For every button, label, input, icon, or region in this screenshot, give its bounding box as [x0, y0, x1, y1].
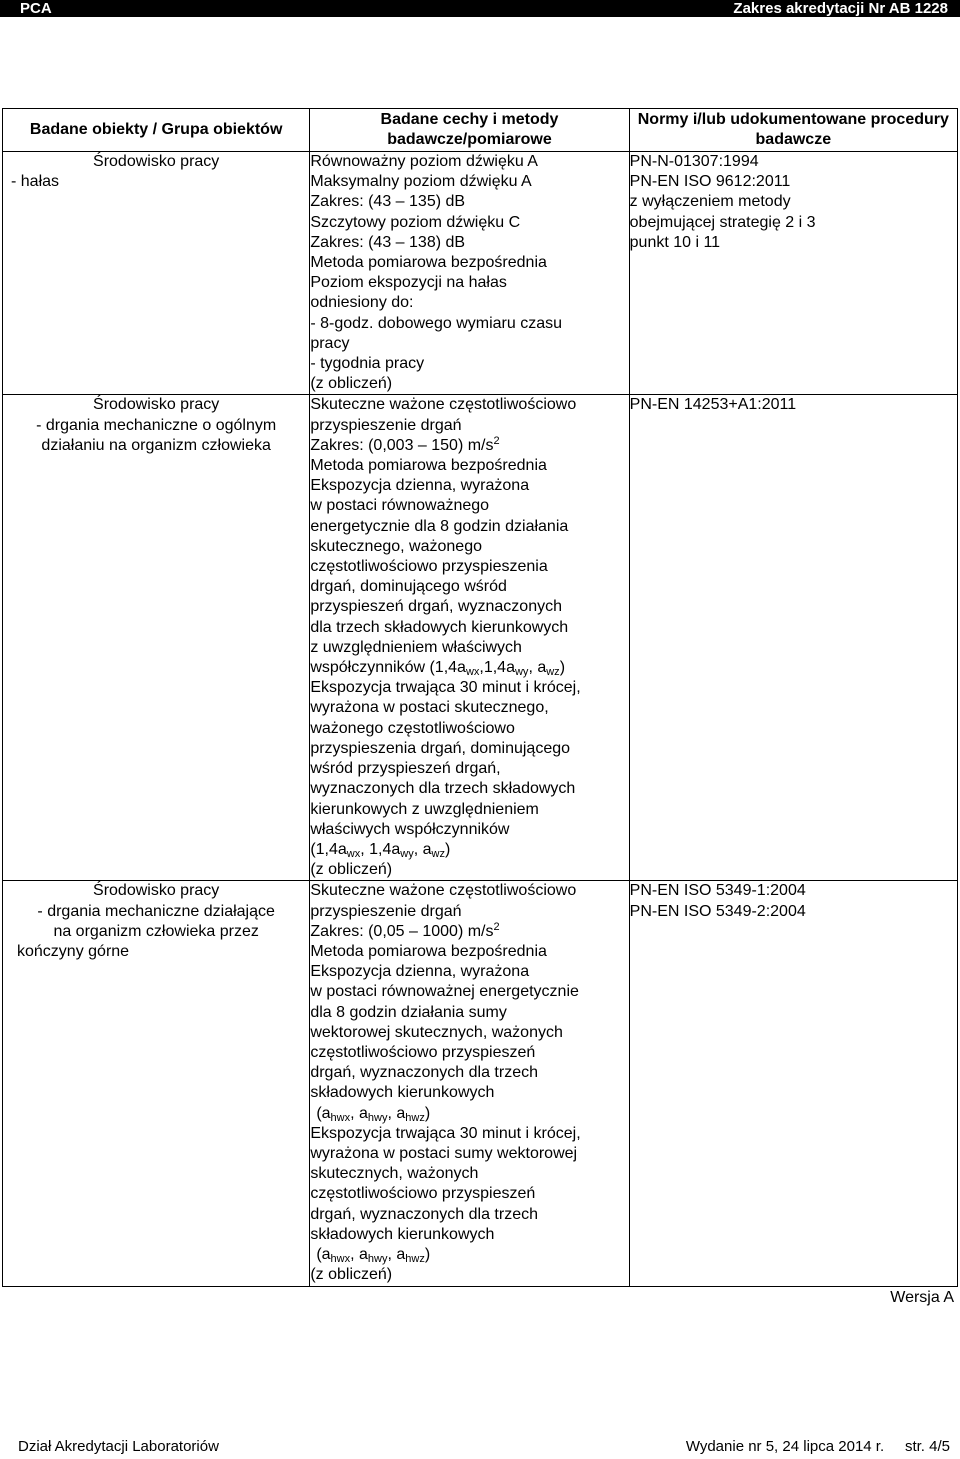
header-org: PCA — [20, 0, 52, 17]
header-objects: Badane obiekty / Grupa obiektów — [3, 109, 310, 152]
table-row — [3, 881, 958, 1286]
row-norms: PN-EN 14253+A1:2011 — [629, 395, 957, 881]
row-methods: Skuteczne ważone częstotliwościowo przyspieszenie drgań Zakres: (0,05 – 1000) $m/s^2$ Metoda pomiarowa bezpośrednia Ekspozycja dzienna, wyrażona w postaci równoważnej energetycznie dla 8 godzin działania sumy wektorowej skutecznych, ważonych częstotliwościowo przyspieszeń drgań, wyznaczonych dla trzech składowych kierunkowych ($a_{hwx}$, $a_{hwy}$, $a_{hwz}$) Ekspozycja trwająca 30 minut i krócej, wyrażona w postaci sumy wektorowej skutecznych, ważonych częstotliwościowo przyspieszeń drgań, wyznaczonych dla trzech składowych kierunkowych ($a_{hwx}$, $a_{hwy}$, $a_{hwz}$) (z obliczeń) — [310, 881, 629, 1286]
header-title: Zakres akredytacji Nr AB 1228 — [733, 0, 948, 17]
row-norms: PN-EN ISO 5349-1:2004 PN-EN ISO 5349-2:2004 — [629, 881, 957, 1286]
row-objects: Środowisko pracy - hałas — [3, 152, 310, 395]
version-label: Wersja A — [890, 1289, 954, 1306]
footer-edition: Wydanie nr 5, 24 lipca 2014 r. str. 4/5 — [685, 1438, 950, 1455]
accreditation-table — [2, 108, 958, 1287]
header-methods: Badane cechy i metody badawcze/pomiarowe — [310, 109, 629, 152]
table-header-row — [3, 109, 958, 152]
table-row — [3, 395, 958, 881]
row-objects: Środowisko pracy - drgania mechaniczne działające na organizm człowieka przez kończyny górne — [3, 881, 310, 1286]
row-norms: PN-N-01307:1994 PN-EN ISO 9612:2011 z wyłączeniem metody obejmującej strategię 2 i 3 punkt 10 i 11 — [629, 152, 957, 395]
table-row — [3, 152, 958, 395]
header-norms: Normy i/lub udokumentowane procedury badawcze — [629, 109, 957, 152]
row-objects: Środowisko pracy - drgania mechaniczne o ogólnym działaniu na organizm człowieka — [3, 395, 310, 881]
footer-department: Dział Akredytacji Laboratoriów — [18, 1438, 219, 1455]
header-bar — [0, 0, 960, 17]
row-methods: Skuteczne ważone częstotliwościowo przyspieszenie drgań Zakres: (0,003 – 150) $m/s^2$ Metoda pomiarowa bezpośrednia Ekspozycja dzienna, wyrażona w postaci równoważnego energetycznie dla 8 godzin działania skutecznego, ważonego częstotliwościowo przyspieszenia drgań, dominującego wśród przyspieszeń drgań, wyznaczonych dla trzech składowych kierunkowych z uwzględnieniem właściwych współczynników ($1,4a_{wx},1,4a_{wy}$, $a_{wz}$) Ekspozycja trwająca 30 minut i krócej, wyrażona w postaci skutecznego, ważonego częstotliwościowo przyspieszenia drgań, dominującego wśród przyspieszeń drgań, wyznaczonych dla trzech składowych kierunkowych z uwzględnieniem właściwych współczynników ($1,4a_{wx}$, $1,4a_{wy}$, $a_{wz}$) (z obliczeń) — [310, 395, 629, 881]
row-methods: Równoważny poziom dźwięku A Maksymalny poziom dźwięku A Zakres: (43 – 135) dB Szczytowy poziom dźwięku C Zakres: (43 – 138) dB Metoda pomiarowa bezpośrednia Poziom ekspozycji na hałas odniesiony do: - 8-godz. dobowego wymiaru czasu pracy - tygodnia pracy (z obliczeń) — [310, 152, 629, 395]
